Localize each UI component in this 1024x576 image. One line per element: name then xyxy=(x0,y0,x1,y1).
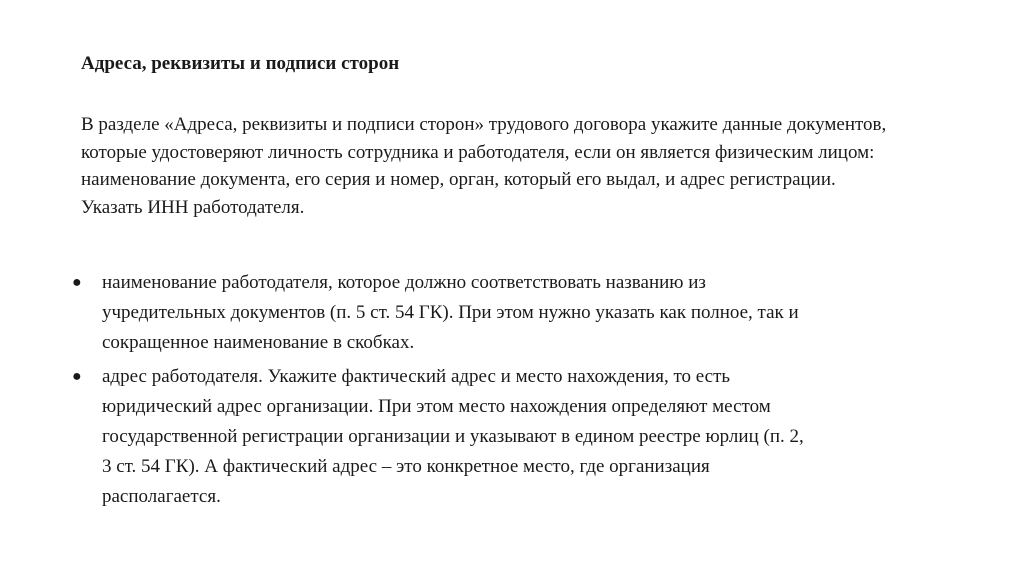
intro-line: наименование документа, его серия и номер, орган, который его выдал, и адрес регистрации. xyxy=(81,169,836,190)
list-item-line: учредительных документов (п. 5 ст. 54 ГК). При этом нужно указать как полное, так и xyxy=(102,302,799,323)
intro-line: В разделе «Адреса, реквизиты и подписи сторон» трудового договора укажите данные документов, xyxy=(81,114,887,135)
intro-line: Указать ИНН работодателя. xyxy=(81,196,305,218)
list-item-employer-address xyxy=(70,362,970,512)
list-item-line: наименование работодателя, которое должно соответствовать названию из xyxy=(102,272,706,293)
requirements-list xyxy=(70,268,970,516)
section-heading: Адреса, реквизиты и подписи сторон xyxy=(81,53,400,74)
intro-paragraph xyxy=(81,111,1011,221)
list-item-employer-name xyxy=(70,268,970,358)
list-item-line: адрес работодателя. Укажите фактический адрес и место нахождения, то есть xyxy=(102,366,731,387)
bullet-icon: ● xyxy=(72,274,82,291)
list-item-line: располагается. xyxy=(102,486,221,507)
list-item-line: государственной регистрации организации и указывают в едином реестре юрлиц (п. 2, xyxy=(102,426,804,447)
bullet-icon: ● xyxy=(72,368,82,385)
list-item-line: сокращенное наименование в скобках. xyxy=(102,332,415,353)
list-item-line: юридический адрес организации. При этом место нахождения определяют местом xyxy=(102,396,771,417)
list-item-line: 3 ст. 54 ГК). А фактический адрес – это конкретное место, где организация xyxy=(102,456,710,477)
intro-line: которые удостоверяют личность сотрудника и работодателя, если он является физическим лицом: xyxy=(81,141,875,163)
